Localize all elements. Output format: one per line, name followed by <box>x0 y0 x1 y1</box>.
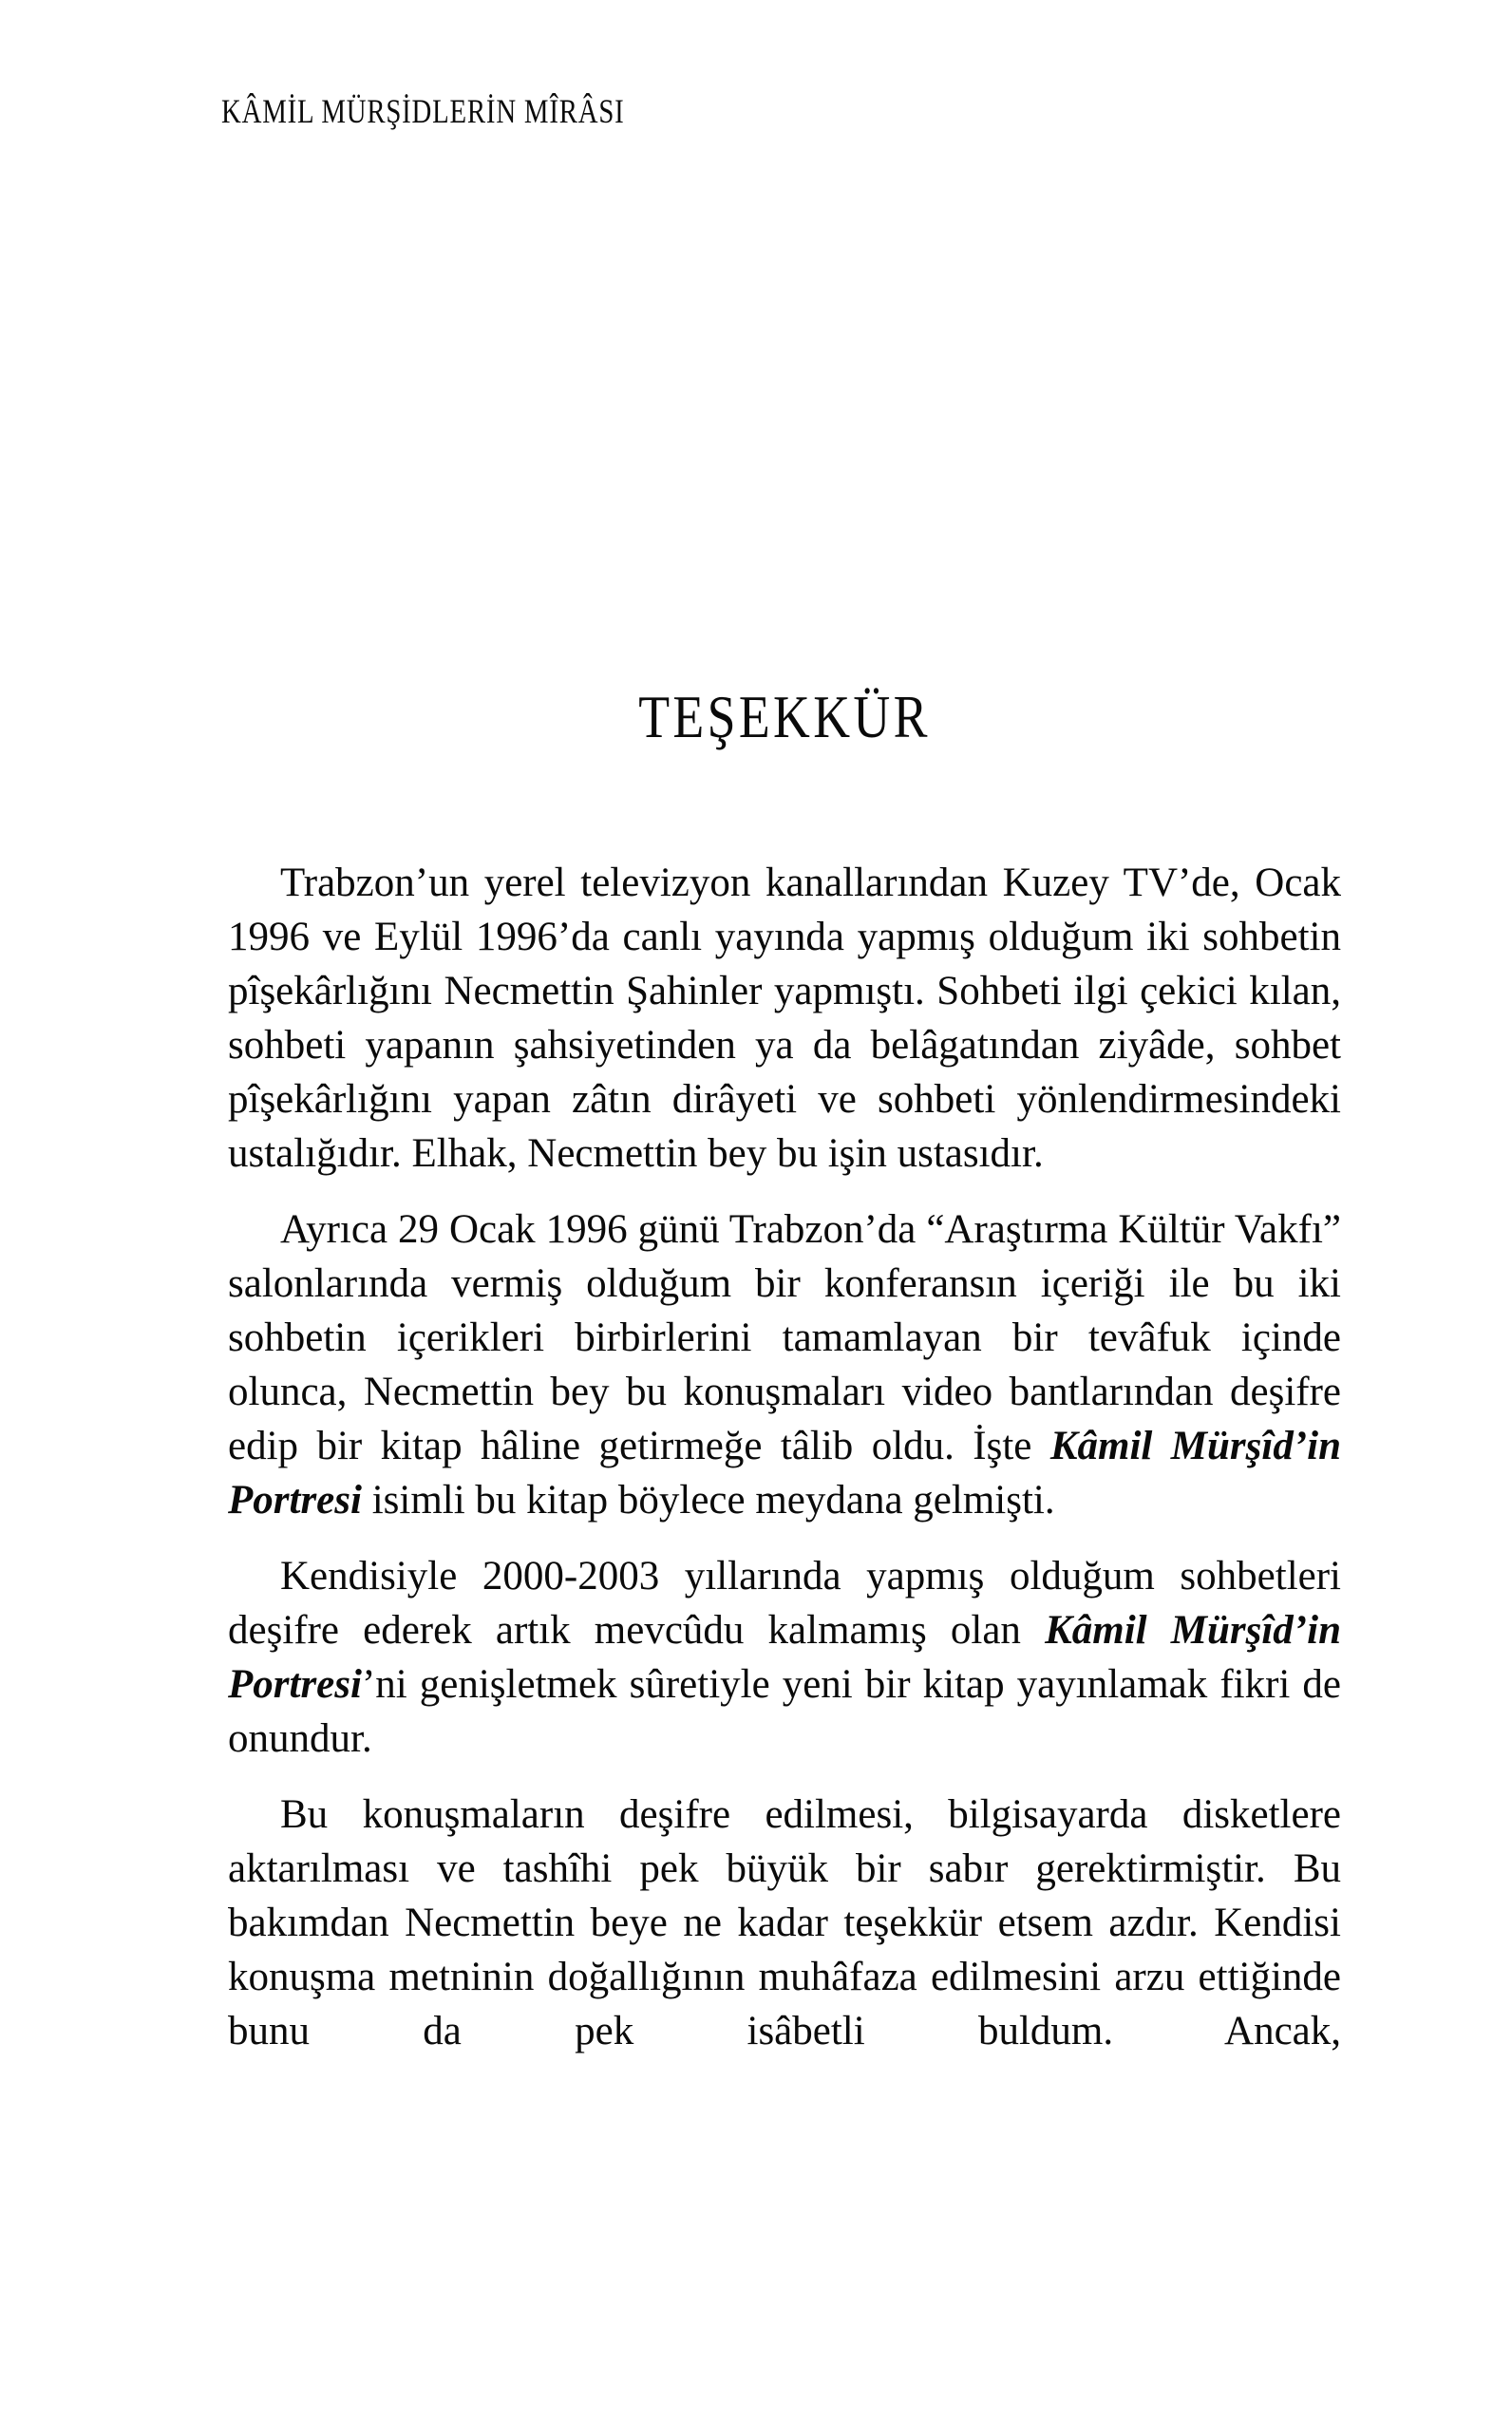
paragraph <box>228 856 1341 1181</box>
body-text <box>228 856 1341 2080</box>
paragraph <box>228 1549 1341 1766</box>
text-run: ’ni genişletmek sûretiyle yeni bir kitap yayınlamak fikri de onundur. <box>228 1662 1341 1761</box>
text-run: Trabzon’un yerel televizyon kanallarından Kuzey TV’de, Ocak 1996 ve Eylül 1996’da canlı yayında yapmış olduğum iki sohbetin pîşekârlığını Necmettin Şahinler yapmıştı. Sohbeti ilgi çekici kılan, sohbeti yapanın şahsiyetinden ya da belâgatından ziyâde, sohbet pîşekârlığını yapan zâtın dirâyeti ve sohbeti yönlendirmesindeki ustalığıdır. Elhak, Necmettin bey bu işin ustasıdır. <box>228 861 1341 1176</box>
text-run: isimli bu kitap böylece meydana gelmişti. <box>361 1478 1055 1523</box>
running-header: KÂMİL MÜRŞİDLERİN MÎRÂSI <box>221 92 625 130</box>
chapter-title: TEŞEKKÜR <box>638 683 931 750</box>
paragraph <box>228 1202 1341 1527</box>
book-title-emphasis: Kâmil Mürşîd’in Portresi <box>228 1424 1342 1523</box>
text-run: Ayrıca 29 Ocak 1996 günü Trabzon’da “Araştırma Kültür Vakfı” salonlarında vermiş olduğum bir konferansın içeriği ile bu iki sohbetin içerikleri birbirlerini tamamlayan bir tevâfuk içinde olunca, Necmettin bey bu konuşmaları video bantlarından deşifre edip bir kitap hâline getirmeğe tâlib oldu. İşte <box>228 1207 1341 1468</box>
text-run: Kendisiyle 2000-2003 yıllarında yapmış olduğum sohbetleri deşifre ederek artık mevcûdu kalmamış olan <box>228 1554 1341 1653</box>
text-run: Bu konuşmaların deşifre edilmesi, bilgisayarda disketlere aktarılması ve tashîhi pek büyük bir sabır gerektirmiştir. Bu bakımdan Necmettin beye ne kadar teşekkür etsem azdır. Kendisi konuşma metninin doğallığının muhâfaza edilmesini arzu ettiğinde bunu da pek isâbetli buldum. Ancak, <box>228 1792 1341 2053</box>
book-title-emphasis: Kâmil Mürşîd’in Portresi <box>228 1608 1341 1707</box>
paragraph <box>228 1788 1341 2058</box>
